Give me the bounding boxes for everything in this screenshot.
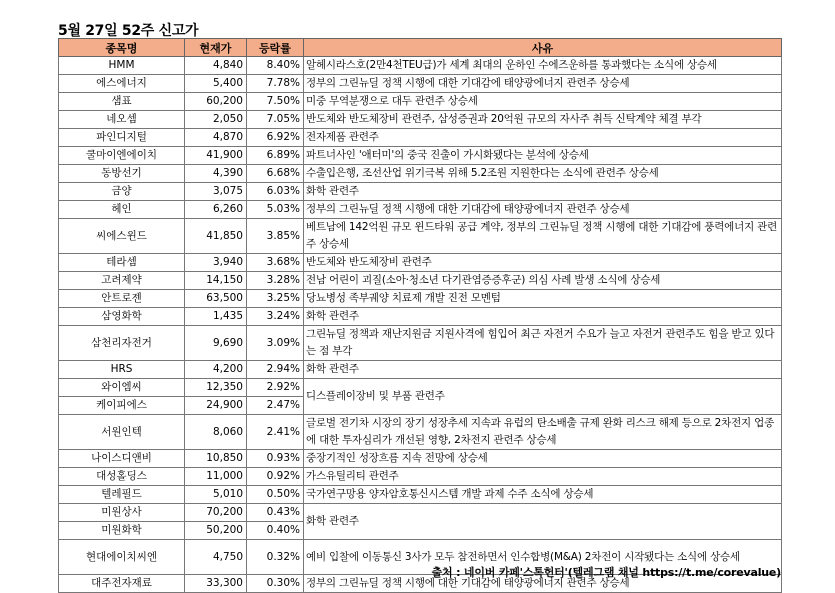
stock-name: 테라셈	[59, 254, 185, 272]
stock-change: 2.94%	[247, 361, 304, 379]
stock-change: 6.68%	[247, 165, 304, 183]
stock-name: HRS	[59, 361, 185, 379]
header-change: 등락률	[247, 39, 304, 57]
stock-price: 3,940	[185, 254, 247, 272]
stock-name: 파인디지털	[59, 129, 185, 147]
stock-reason: 알헤시라스호(2만4천TEU급)가 세계 최대의 운하인 수에즈운하를 통과했다는 소식에 상승세	[304, 57, 782, 75]
stock-price: 2,050	[185, 111, 247, 129]
stock-change: 3.68%	[247, 254, 304, 272]
stock-change: 6.92%	[247, 129, 304, 147]
stock-reason: 수출입은행, 조선산업 위기극복 위해 5.2조원 지원한다는 소식에 관련주 상승세	[304, 165, 782, 183]
stock-name: 금양	[59, 183, 185, 201]
table-row	[59, 129, 782, 147]
stock-change: 0.40%	[247, 522, 304, 540]
table-row	[59, 326, 782, 361]
stock-price: 33,300	[185, 575, 247, 593]
table-row	[59, 93, 782, 111]
stock-change: 7.50%	[247, 93, 304, 111]
stock-price: 11,000	[185, 468, 247, 486]
stock-price: 60,200	[185, 93, 247, 111]
stock-price: 4,750	[185, 540, 247, 575]
stock-change: 0.50%	[247, 486, 304, 504]
table-body	[59, 57, 782, 593]
stock-reason: 정부의 그린뉴딜 정책 시행에 대한 기대감에 태양광에너지 관련주 상승세	[304, 575, 782, 593]
stock-name: 네오셈	[59, 111, 185, 129]
stock-name: 쿨마이엔에이치	[59, 147, 185, 165]
stock-reason: 미중 무역분쟁으로 대두 관련주 상승세	[304, 93, 782, 111]
table-row	[59, 57, 782, 75]
stock-change: 0.32%	[247, 540, 304, 575]
stock-name: 삼천리자전거	[59, 326, 185, 361]
stock-name: 대주전자재료	[59, 575, 185, 593]
page-title: 5월 27일 52주 신고가	[58, 23, 199, 39]
stock-price: 12,350	[185, 379, 247, 397]
stock-reason: 화학 관련주	[304, 361, 782, 379]
stock-change: 8.40%	[247, 57, 304, 75]
header-reason: 사유	[304, 39, 782, 57]
table-row	[59, 379, 782, 397]
stock-name: 삼영화학	[59, 308, 185, 326]
stock-name: 와이엠씨	[59, 379, 185, 397]
stock-reason: 중장기적인 성장흐름 지속 전망에 상승세	[304, 450, 782, 468]
stock-reason: 베트남에 142억원 규모 윈드타워 공급 계약, 정부의 그린뉴딜 정책 시행에 대한 기대감에 풍력에너지 관련주 상승세	[304, 219, 782, 254]
stock-reason: 전자제품 관련주	[304, 129, 782, 147]
stock-name: 동방선기	[59, 165, 185, 183]
table-row	[59, 165, 782, 183]
stock-price: 8,060	[185, 415, 247, 450]
stock-change: 6.89%	[247, 147, 304, 165]
stock-change: 6.03%	[247, 183, 304, 201]
stock-reason: 화학 관련주	[304, 504, 782, 540]
stock-reason: 그린뉴딜 정책과 재난지원금 지원사격에 힘입어 최근 자전거 수요가 늘고 자전거 관련주도 힘을 받고 있다는 점 부각	[304, 326, 782, 361]
stock-price: 24,900	[185, 397, 247, 415]
stock-reason: 정부의 그린뉴딜 정책 시행에 대한 기대감에 태양광에너지 관련주 상승세	[304, 201, 782, 219]
stock-name: 씨에스윈드	[59, 219, 185, 254]
stock-name: HMM	[59, 57, 185, 75]
stock-change: 0.92%	[247, 468, 304, 486]
stock-price: 63,500	[185, 290, 247, 308]
stock-reason: 가스유틸리티 관련주	[304, 468, 782, 486]
stock-reason: 전남 어린이 괴질(소아·청소년 다기관염증증후군) 의심 사례 발생 소식에 상승세	[304, 272, 782, 290]
stock-change: 0.30%	[247, 575, 304, 593]
table-row	[59, 290, 782, 308]
stock-name: 케이피에스	[59, 397, 185, 415]
table-row	[59, 147, 782, 165]
source-note: 출처 : 네이버 카페'스톡헌터'(텔레그램 채널 https://t.me/corevalue)	[431, 566, 781, 579]
stock-table	[58, 38, 782, 593]
stock-price: 41,900	[185, 147, 247, 165]
stock-price: 4,390	[185, 165, 247, 183]
table-row	[59, 468, 782, 486]
stock-change: 5.03%	[247, 201, 304, 219]
table-row	[59, 361, 782, 379]
stock-name: 텔레필드	[59, 486, 185, 504]
stock-change: 2.47%	[247, 397, 304, 415]
table-row	[59, 183, 782, 201]
stock-name: 나이스디앤비	[59, 450, 185, 468]
stock-change: 3.25%	[247, 290, 304, 308]
header-name: 종목명	[59, 39, 185, 57]
stock-price: 41,850	[185, 219, 247, 254]
stock-reason: 파트너사인 '애터미'의 중국 진출이 가시화됐다는 분석에 상승세	[304, 147, 782, 165]
stock-name: 현대에이치씨엔	[59, 540, 185, 575]
stock-price: 4,200	[185, 361, 247, 379]
stock-price: 5,400	[185, 75, 247, 93]
table-row	[59, 254, 782, 272]
stock-price: 70,200	[185, 504, 247, 522]
stock-reason: 화학 관련주	[304, 183, 782, 201]
table-header-row	[59, 39, 782, 57]
stock-change: 7.78%	[247, 75, 304, 93]
table-row	[59, 219, 782, 254]
stock-price: 5,010	[185, 486, 247, 504]
stock-change: 0.93%	[247, 450, 304, 468]
table-row	[59, 308, 782, 326]
stock-reason: 글로벌 전기차 시장의 장기 성장추세 지속과 유럽의 탄소배출 규제 완화 리스크 해제 등으로 2차전지 업종에 대한 투자심리가 개선된 영향, 2차전지 관련주 상승세	[304, 415, 782, 450]
stock-change: 3.24%	[247, 308, 304, 326]
stock-reason: 디스플레이장비 및 부품 관련주	[304, 379, 782, 415]
stock-name: 안트로젠	[59, 290, 185, 308]
table-row	[59, 486, 782, 504]
stock-reason: 반도체와 반도체장비 관련주, 삼성증권과 20억원 규모의 자사주 취득 신탁계약 체결 부각	[304, 111, 782, 129]
stock-change: 2.41%	[247, 415, 304, 450]
table-row	[59, 415, 782, 450]
stock-change: 7.05%	[247, 111, 304, 129]
stock-name: 미원상사	[59, 504, 185, 522]
stock-reason: 예비 입찰에 이동통신 3사가 모두 참전하면서 인수합병(M&A) 2차전이 시작됐다는 소식에 상승세	[304, 540, 782, 575]
stock-reason: 정부의 그린뉴딜 정책 시행에 대한 기대감에 태양광에너지 관련주 상승세	[304, 75, 782, 93]
stock-change: 3.28%	[247, 272, 304, 290]
header-price: 현재가	[185, 39, 247, 57]
stock-name: 대성홀딩스	[59, 468, 185, 486]
stock-name: 에스에너지	[59, 75, 185, 93]
table-row	[59, 450, 782, 468]
stock-change: 0.43%	[247, 504, 304, 522]
stock-price: 14,150	[185, 272, 247, 290]
stock-change: 2.92%	[247, 379, 304, 397]
stock-reason: 국가연구망용 양자암호통신시스템 개발 과제 수주 소식에 상승세	[304, 486, 782, 504]
table-row	[59, 201, 782, 219]
stock-price: 9,690	[185, 326, 247, 361]
table-row	[59, 272, 782, 290]
stock-name: 서원인텍	[59, 415, 185, 450]
stock-price: 50,200	[185, 522, 247, 540]
stock-reason: 반도체와 반도체장비 관련주	[304, 254, 782, 272]
stock-name: 샘표	[59, 93, 185, 111]
stock-reason: 당뇨병성 족부궤양 치료제 개발 진전 모멘텀	[304, 290, 782, 308]
stock-price: 3,075	[185, 183, 247, 201]
stock-price: 6,260	[185, 201, 247, 219]
stock-reason: 화학 관련주	[304, 308, 782, 326]
table-row	[59, 504, 782, 522]
stock-price: 4,840	[185, 57, 247, 75]
stock-name: 헤인	[59, 201, 185, 219]
table-row	[59, 75, 782, 93]
stock-name: 고려제약	[59, 272, 185, 290]
stock-price: 1,435	[185, 308, 247, 326]
stock-change: 3.85%	[247, 219, 304, 254]
table-row	[59, 111, 782, 129]
stock-change: 3.09%	[247, 326, 304, 361]
stock-name: 미원화학	[59, 522, 185, 540]
stock-price: 4,870	[185, 129, 247, 147]
stock-price: 10,850	[185, 450, 247, 468]
